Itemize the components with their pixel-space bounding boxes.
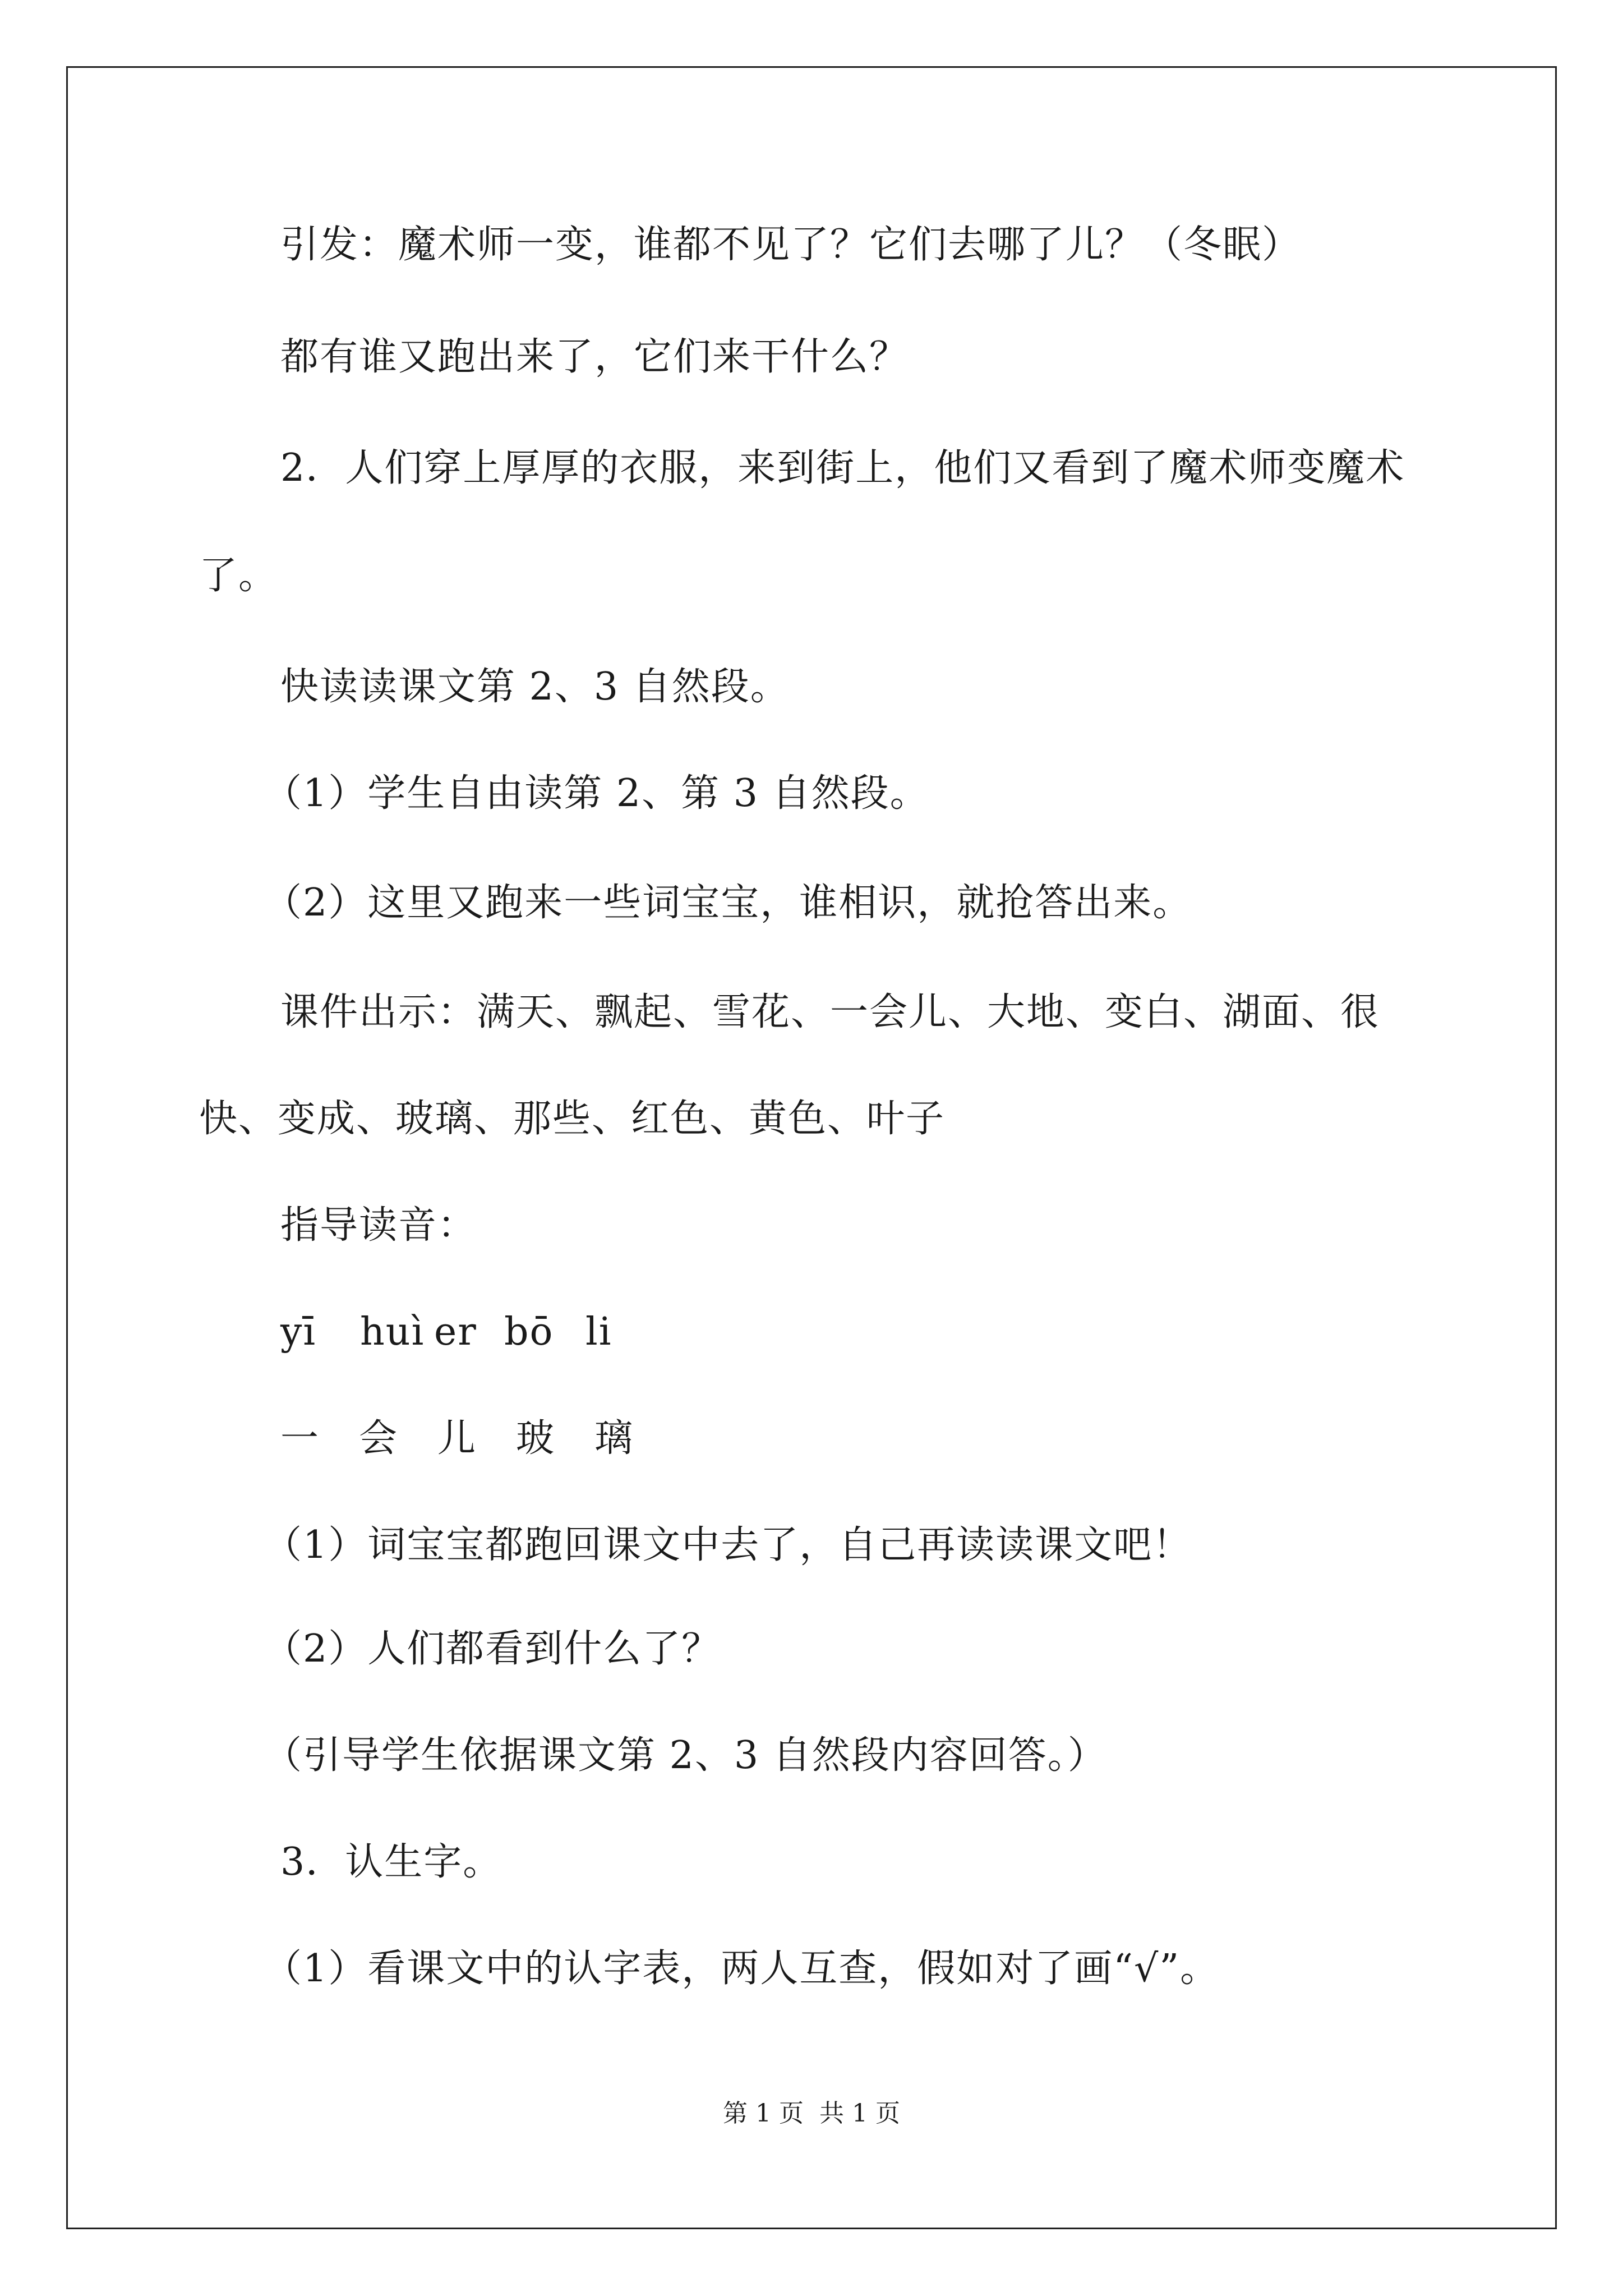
paragraph-line: 引发：魔术师一变，谁都不见了？它们去哪了儿？（冬眠） — [280, 223, 1302, 267]
page-border — [66, 66, 1557, 2229]
paragraph-line: 课件出示：满天、飘起、雪花、一会儿、大地、变白、湖面、很 — [280, 990, 1380, 1034]
hanzi-char: 玻 — [516, 1416, 556, 1461]
page-total: 共 1 页 — [819, 2099, 900, 2128]
page-footer — [0, 2097, 1623, 2131]
paragraph-line: （1）词宝宝都跑回课文中去了，自己再读读课文吧！ — [264, 1523, 1192, 1567]
pinyin-row — [280, 1307, 612, 1358]
pinyin-syllable: bō — [504, 1310, 554, 1354]
paragraph-line: （2）人们都看到什么了？ — [264, 1627, 721, 1671]
hanzi-char: 儿 — [437, 1416, 477, 1461]
hanzi-row — [280, 1414, 634, 1464]
paragraph-line: （1）学生自由读第 2、第 3 自然段。 — [264, 771, 929, 816]
page-number: 第 1 页 — [723, 2099, 804, 2128]
paragraph-line: （引导学生依据课文第 2、3 自然段内容回答。） — [264, 1733, 1107, 1778]
hanzi-char: 一 — [280, 1416, 320, 1461]
hanzi-char: 璃 — [594, 1416, 634, 1461]
paragraph-line: 快读读课文第 2、3 自然段。 — [280, 665, 790, 709]
pinyin-syllable: li — [585, 1310, 612, 1354]
hanzi-char: 会 — [359, 1416, 399, 1461]
paragraph-line: （1）看课文中的认字表，两人互查，假如对了画“√”。 — [264, 1947, 1220, 1991]
paragraph-line: （2）这里又跑来一些词宝宝，谁相识，就抢答出来。 — [264, 881, 1192, 925]
pinyin-syllable: huì — [360, 1310, 425, 1354]
pinyin-syllable: er — [434, 1310, 477, 1354]
paragraph-line: 了。 — [199, 554, 278, 598]
paragraph-line: 2．人们穿上厚厚的衣服，来到街上，他们又看到了魔术师变魔术 — [280, 446, 1405, 490]
paragraph-line: 都有谁又跑出来了，它们来干什么？ — [280, 335, 909, 379]
paragraph-line: 指导读音： — [280, 1203, 477, 1248]
paragraph-line: 3．认生字。 — [280, 1840, 502, 1884]
pinyin-syllable: yī — [280, 1310, 317, 1354]
paragraph-line: 快、变成、玻璃、那些、红色、黄色、叶子 — [199, 1097, 946, 1141]
